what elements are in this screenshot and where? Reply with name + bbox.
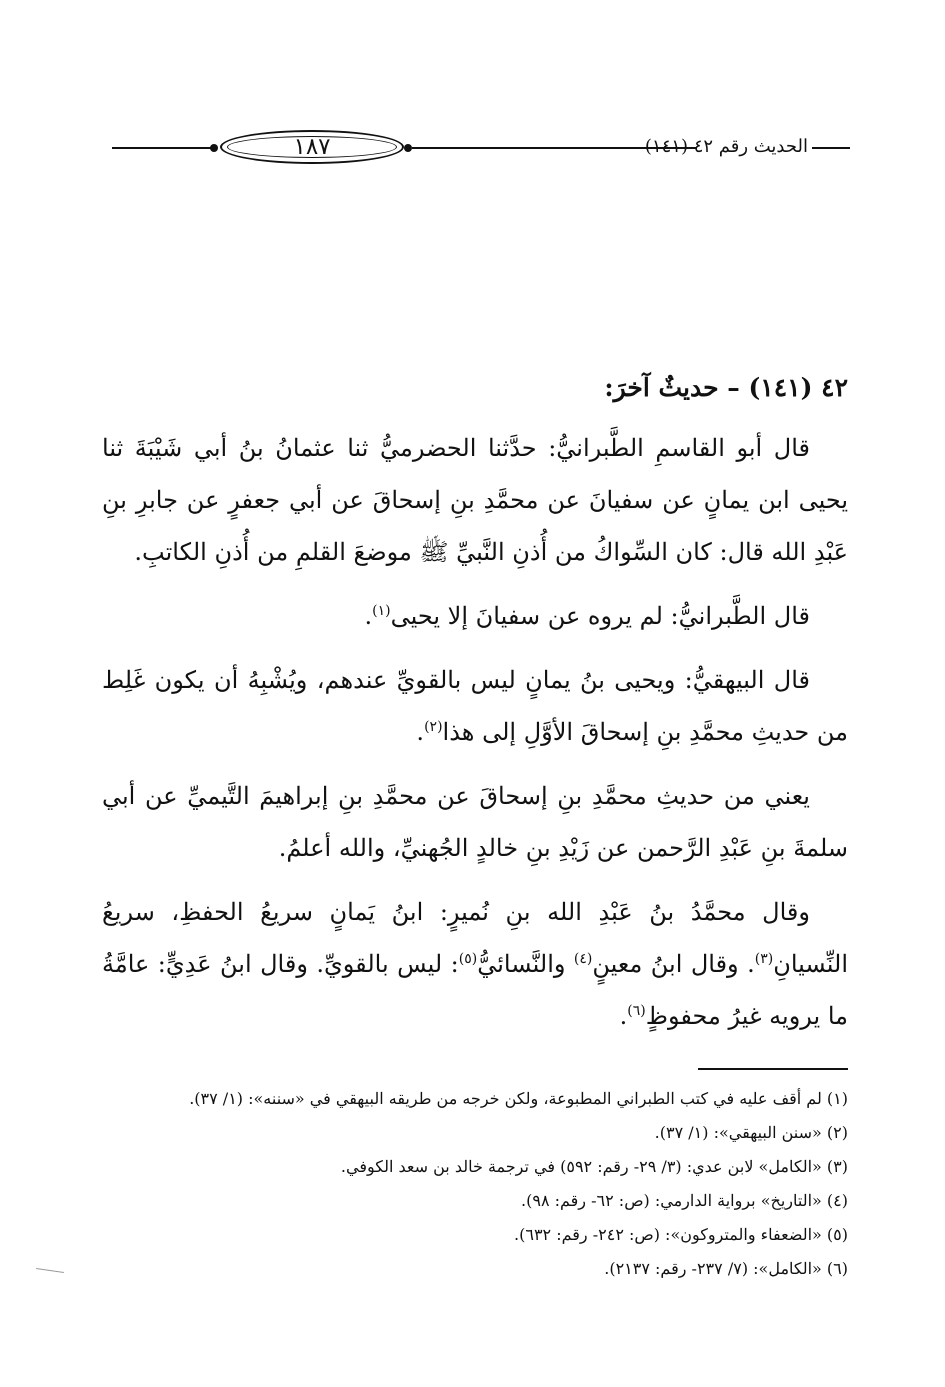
paragraph [102,422,848,578]
paragraph [102,886,848,1042]
paragraph-text: . وقال ابنُ معينٍ [592,950,755,978]
footnote-ref[interactable]: (٦) [627,1003,646,1019]
footnote: (١) لم أقف عليه في كتب الطبراني المطبوعة، ولكن خرجه من طريقه البيهقي في «سننه»: (١/ ٣٧). [189,1089,848,1108]
paragraph [102,770,848,874]
footnotes [100,1082,848,1286]
paragraph-text: : ليس بالقويِّ. وقال ابنُ عَدِيٍّ: عامَّةُ ما يرويه غيرُ محفوظٍ [102,950,848,1030]
footnote-ref[interactable]: (١) [372,603,391,619]
footnote-ref[interactable]: (٤) [573,951,593,967]
header-ornament-dot [210,144,218,152]
footnote: (٣) «الكامل» لابن عدي: (٣/ ٢٩- رقم: ٥٩٢) في ترجمة خالد بن سعد الكوفي. [340,1157,848,1176]
footnote-separator [698,1068,848,1070]
hadith-heading: ٤٢ (١٤١) – حديثٌ آخرَ: [604,373,848,402]
footnote-ref[interactable]: (٢) [424,719,443,735]
running-header [112,128,850,168]
paragraph [102,590,848,642]
header-rule-right [812,147,850,149]
header-rule-left [112,147,212,149]
footnote: (٤) «التاريخ» برواية الدارمي: (ص: ٦٢- رقم: ٩٨). [521,1191,848,1210]
paragraph [102,654,848,758]
paragraph-text: يعني من حديثِ محمَّدِ بنِ إسحاقَ عن محمَّدِ بنِ إبراهيمَ التَّيميِّ عن أبي سلمةَ بنِ عَبْدِ الرَّحمن عن زَيْدِ بنِ خالدٍ الجُهنيِّ، والله أعلمُ. [102,782,848,862]
footnote-ref[interactable]: (٥) [458,951,478,967]
footnote-ref[interactable]: (٣) [754,951,774,967]
paragraph-text: والنَّسائيُّ [477,950,574,978]
paragraph-text: قال الطَّبرانيُّ: لم يروه عن سفيانَ إلا يحيى [390,602,810,630]
footnote: (٥) «الضعفاء والمتروكون»: (ص: ٢٤٢- رقم: ٦٣٢). [514,1225,848,1244]
scan-mark [36,1268,64,1273]
paragraph-text: قال البيهقيُّ: ويحيى بنُ يمانٍ ليس بالقويِّ عندهم، ويُشْبِهُ أن يكون غَلِط من حديثِ محمَّدِ بنِ إسحاقَ الأوَّلِ إلى هذا [102,666,848,746]
paragraph-tail: . [364,602,373,630]
footnote: (٦) «الكامل»: (٧/ ٢٣٧- رقم: ٢١٣٧). [604,1259,848,1278]
page-number: ١٨٧ [293,133,331,160]
paragraph-text: قال أبو القاسمِ الطَّبرانيُّ: حدَّثنا الحضرميُّ ثنا عثمانُ بنُ أبي شَيْبَةَ ثنا يحيى ابن يمانٍ عن سفيانَ عن محمَّدِ بنِ إسحاقَ عن أبي جعفرٍ عن جابرِ بنِ عَبْدِ الله قال: كان السِّواكُ من أُذنِ النَّبيِّ ﷺ موضعَ القلمِ من أُذنِ الكاتبِ. [102,434,848,566]
page-number-frame [220,130,404,164]
paragraph-text: وقال محمَّدُ بنُ عَبْدِ الله بنِ نُميرٍ: ابنُ يَمانٍ سريعُ الحفظِ، سريعُ النِّسيانِ [102,898,849,978]
paragraph-tail: . [416,718,425,746]
header-ornament-dot [404,144,412,152]
paragraph-tail: . [619,1002,628,1030]
running-title: الحديث رقم ٤٢ (١٤١) [644,136,808,157]
footnote: (٢) «سنن البيهقي»: (١/ ٣٧). [654,1123,848,1142]
main-text [102,360,848,1054]
